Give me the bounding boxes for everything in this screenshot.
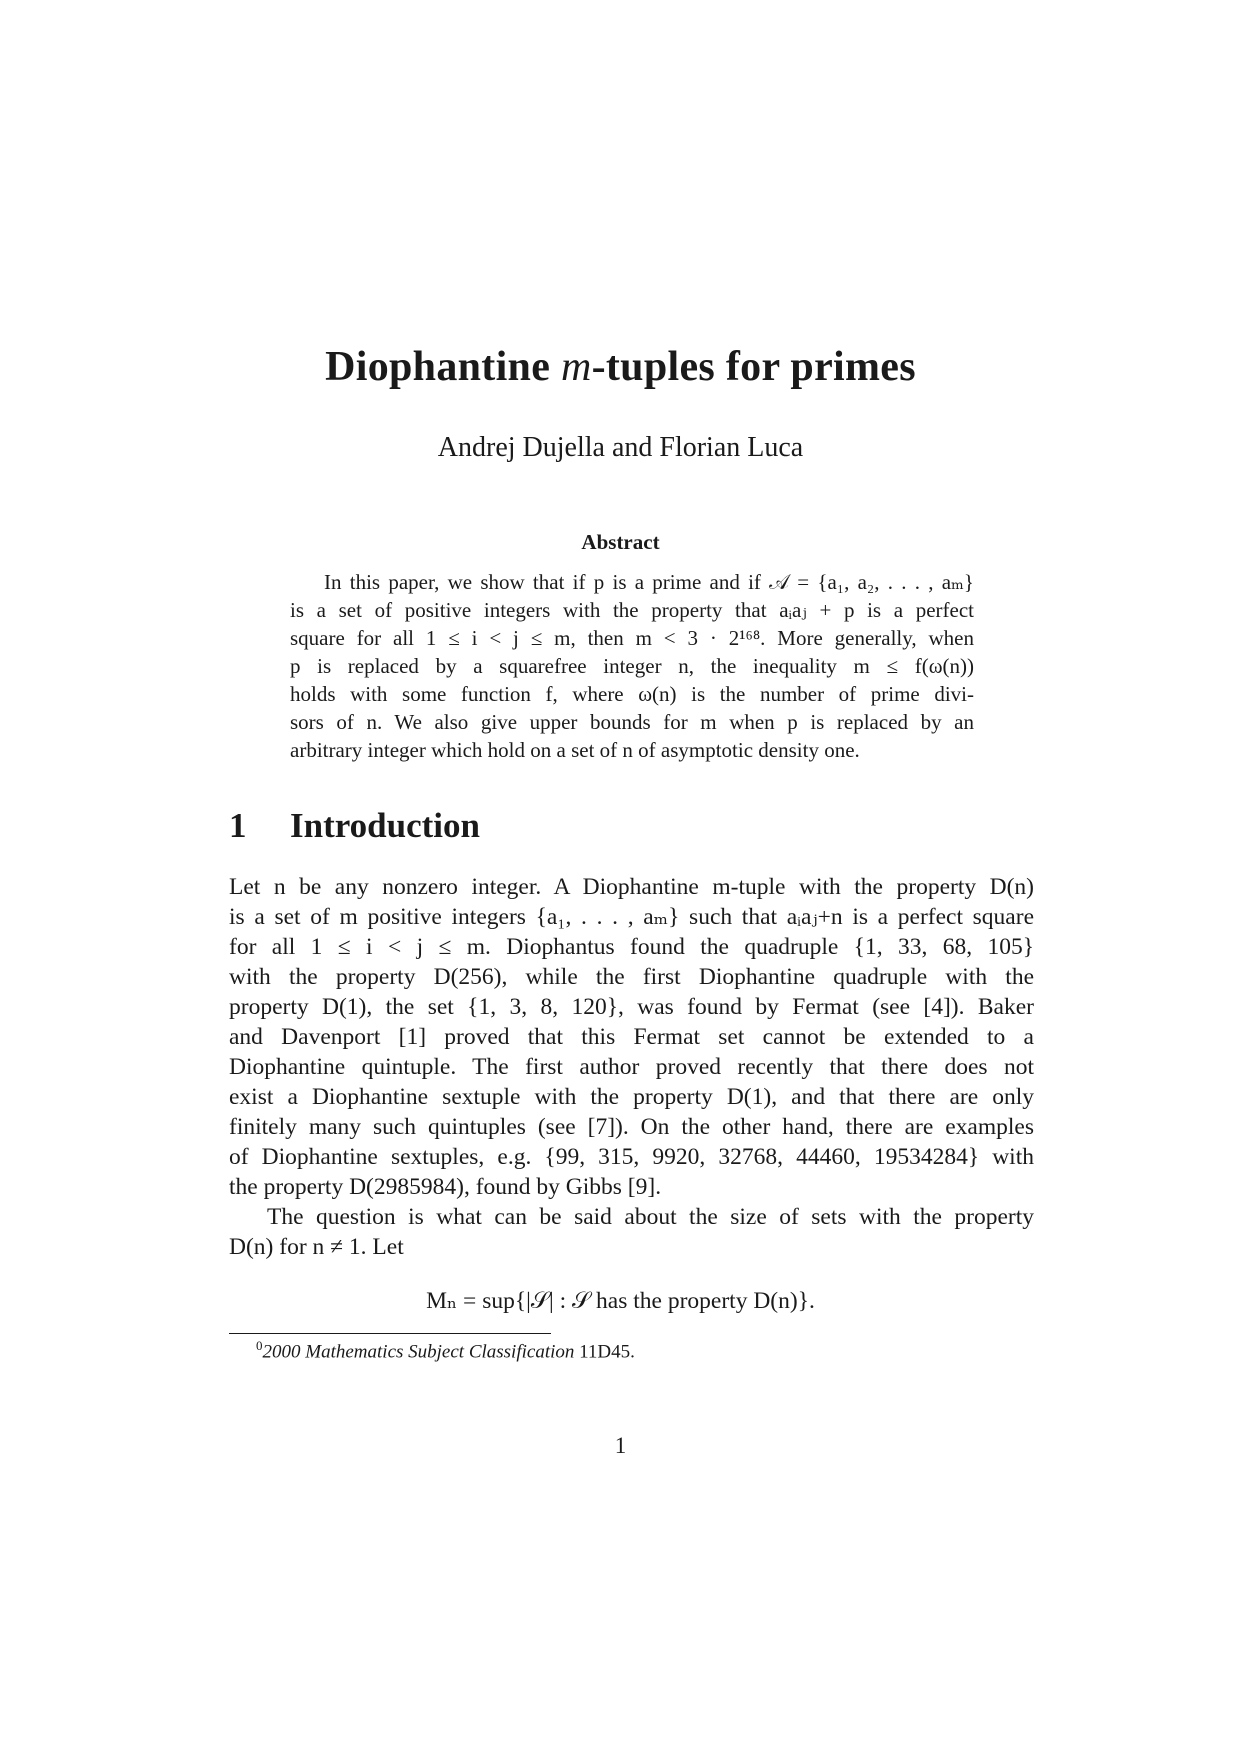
abstract-line: holds with some function f, where ω(n) is the number of prime divi- xyxy=(290,682,974,706)
body-line: Let n be any nonzero integer. A Diophantine m-tuple with the property D(n) xyxy=(229,874,1034,900)
body-line: D(n) for n ≠ 1. Let xyxy=(229,1234,404,1260)
body-line: exist a Diophantine sextuple with the property D(1), and that there are only xyxy=(229,1084,1034,1110)
body-line: finitely many such quintuples (see [7]). On the other hand, there are examples xyxy=(229,1114,1034,1140)
section-title: Introduction xyxy=(290,806,480,845)
abstract-line: sors of n. We also give upper bounds for m when p is replaced by an xyxy=(290,710,974,734)
title-text-before: Diophantine xyxy=(325,344,561,390)
footnote xyxy=(256,1338,635,1363)
introduction-body xyxy=(229,872,1034,1262)
abstract-line: square for all 1 ≤ i < j ≤ m, then m < 3 · 2¹⁶⁸. More generally, when xyxy=(290,626,974,650)
abstract-line: In this paper, we show that if p is a prime and if 𝒜 = {a₁, a₂, . . . , aₘ} xyxy=(324,570,974,594)
section-heading xyxy=(229,806,480,846)
body-line: is a set of m positive integers {a₁, . . . , aₘ} such that aᵢaⱼ+n is a perfect square xyxy=(229,904,1034,930)
body-line: with the property D(256), while the first Diophantine quadruple with the xyxy=(229,964,1034,990)
footnote-rule xyxy=(229,1333,551,1334)
body-line: for all 1 ≤ i < j ≤ m. Diophantus found the quadruple {1, 33, 68, 105} xyxy=(229,934,1034,960)
abstract-heading: Abstract xyxy=(581,530,660,554)
body-line: the property D(2985984), found by Gibbs [9]. xyxy=(229,1174,662,1200)
body-line: property D(1), the set {1, 3, 8, 120}, was found by Fermat (see [4]). Baker xyxy=(229,994,1034,1020)
title-math-m: m xyxy=(560,344,592,390)
abstract-line: arbitrary integer which hold on a set of n of asymptotic density one. xyxy=(290,738,860,762)
body-line: of Diophantine sextuples, e.g. {99, 315, 9920, 32768, 44460, 19534284} with xyxy=(229,1144,1034,1170)
body-line: The question is what can be said about the size of sets with the property xyxy=(267,1204,1034,1230)
section-number: 1 xyxy=(229,806,247,845)
authors: Andrej Dujella and Florian Luca xyxy=(437,432,804,463)
abstract-line: is a set of positive integers with the property that aᵢaⱼ + p is a perfect xyxy=(290,598,974,622)
body-line: Diophantine quintuple. The first author proved recently that there does not xyxy=(229,1054,1034,1080)
page-number: 1 xyxy=(614,1433,627,1458)
footnote-mark: 0 xyxy=(256,1338,263,1353)
paper-title xyxy=(0,343,1241,391)
body-line: and Davenport [1] proved that this Fermat set cannot be extended to a xyxy=(229,1024,1034,1050)
footnote-text: 11D45. xyxy=(574,1341,635,1363)
abstract-body xyxy=(290,568,974,764)
footnote-italic: 2000 Mathematics Subject Classification xyxy=(262,1341,575,1363)
abstract-line: p is replaced by a squarefree integer n, the inequality m ≤ f(ω(n)) xyxy=(290,654,974,678)
display-equation: Mₙ = sup{|𝒮| : 𝒮 has the property D(n)}. xyxy=(426,1288,815,1314)
title-text-after: -tuples for primes xyxy=(591,344,916,390)
